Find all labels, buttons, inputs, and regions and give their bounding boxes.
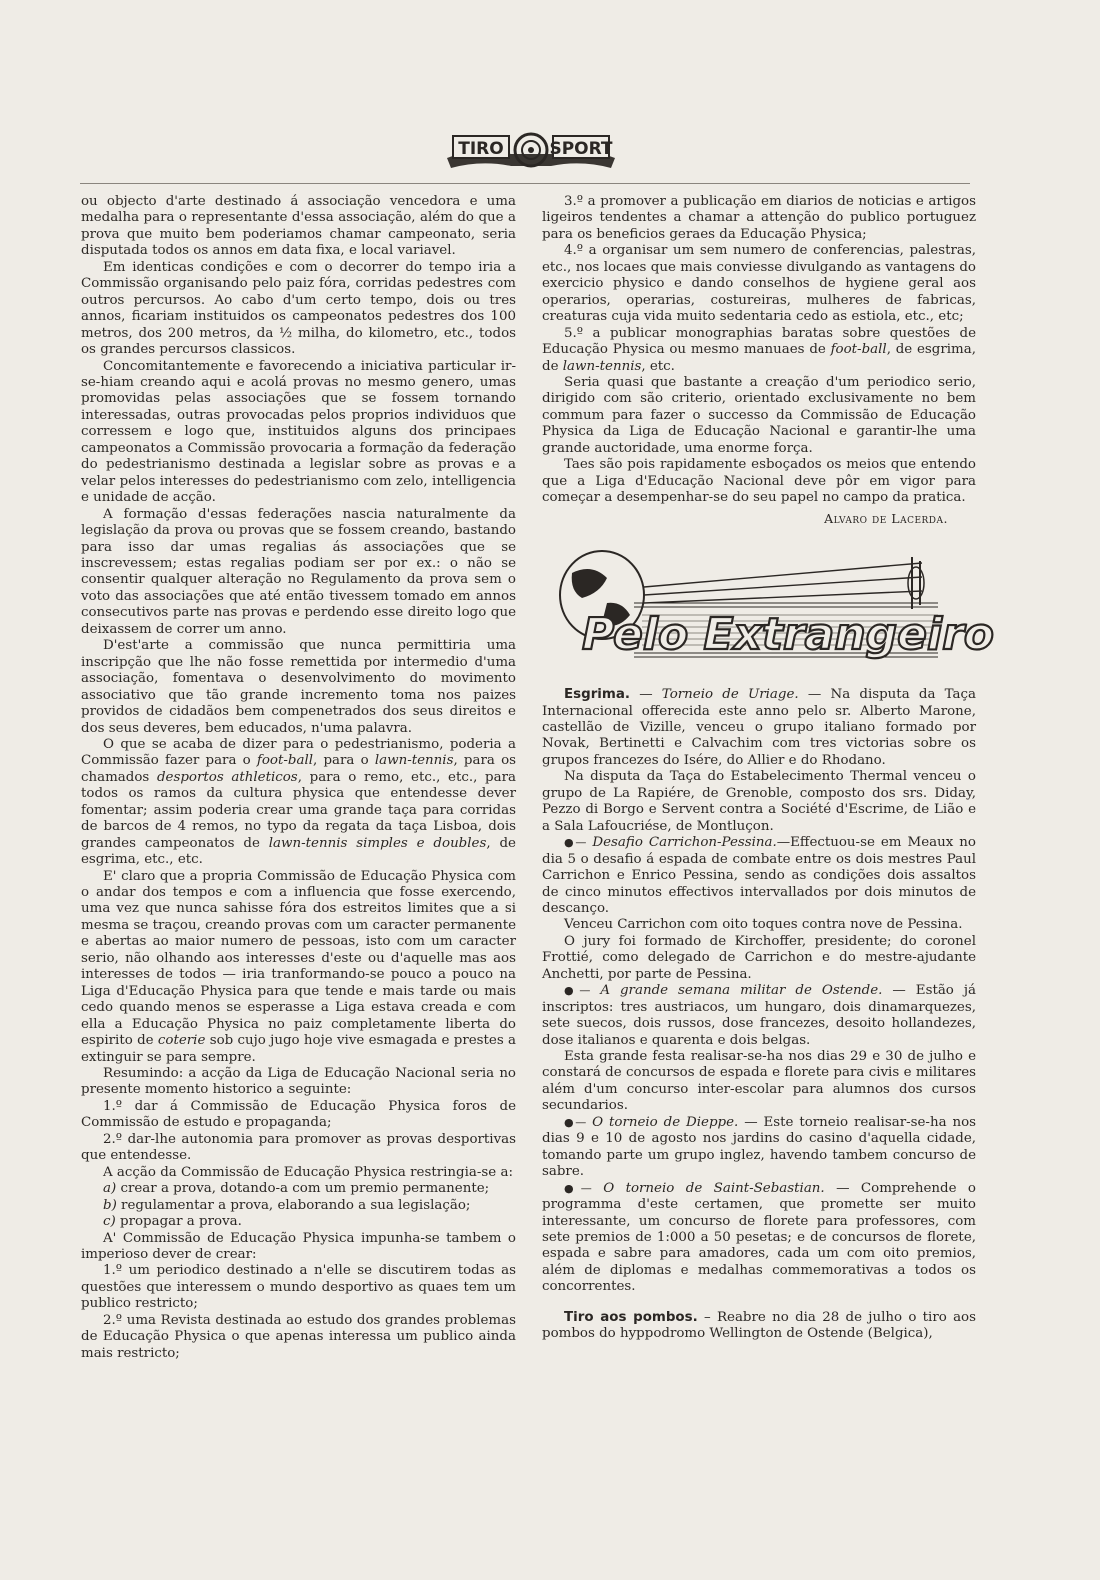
right-column bbox=[542, 194, 995, 1343]
paragraph: Concomitantemente e favorecendo a iniciativa particular ir-se-hiam creando aqui e acolá provas no mesmo genero, umas promovidas pelas associações que se fossem tornando interessadas, outras provocadas pelos proprios individuos que corressem e logo que, instituidos alguns dos principaes campeonatos a Commissão provocaria a formação da federação do pedestrianismo destinada a legislar sobre as provas e a velar pelos interesses do pedestrianismo com zelo, intelligencia e unidade de acção. bbox=[81, 358, 516, 506]
svg-text:Pelo Extrangeiro: Pelo Extrangeiro bbox=[581, 609, 995, 661]
header-rule bbox=[80, 183, 970, 184]
paragraph: Resumindo: a acção da Liga de Educação Nacional seria no presente momento historico a seguinte: bbox=[81, 1066, 516, 1098]
news-item: ●— O torneio de Dieppe. — Este torneio realisar-se-ha nos dias 9 e 10 de agosto nos jardins do casino d'aquella cidade, tomando parte um grupo inglez, havendo tambem concurso de sabre. bbox=[542, 1114, 976, 1180]
list-item: 5.º a publicar monographias baratas sobre questões de Educação Physica ou mesmo manuaes de foot-ball, de esgrima, de lawn-tennis, etc. bbox=[542, 325, 976, 374]
list-item: 2.º uma Revista destinada ao estudo dos grandes problemas de Educação Physica o que apenas interessa um publico ainda mais restricto; bbox=[81, 1312, 516, 1361]
bullet-icon: ●— bbox=[564, 1181, 592, 1195]
paragraph: Seria quasi que bastante a creação d'um periodico serio, dirigido com são criterio, orientado exclusivamente no bem commum para fazer o successo da Commissão de Educação Physica da Liga de Educação Nacional e garantir-lhe uma grande auctoridade, uma enorme força. bbox=[542, 374, 976, 456]
svg-text:TIRO: TIRO bbox=[458, 139, 504, 159]
paragraph: A' Commissão de Educação Physica impunha-se tambem o imperioso dever de crear: bbox=[81, 1230, 516, 1262]
list-item: 1.º dar á Commissão de Educação Physica foros de Commissão de estudo e propaganda; bbox=[81, 1098, 516, 1131]
news-item: Esgrima. — Torneio de Uriage. — Na disputa da Taça Internacional offerecida este anno pelo sr. Alberto Marone, castellão de Vizille, venceu o grupo italiano formado por Novak, Bertinetti e Calvachim com tres victorias sobre os grupos francezes do Isére, do Allier e do Rhodano. bbox=[542, 687, 977, 768]
list-item: 1.º um periodico destinado a n'elle se discutirem todas as questões que interessem o mundo desportivo as quaes tem um publico restricto; bbox=[81, 1263, 516, 1312]
news-item: Tiro aos pombos. – Reabre no dia 28 de julho o tiro aos pombos do hyppodromo Wellington de Ostende (Belgica), bbox=[542, 1309, 976, 1342]
paragraph: Esta grande festa realisar-se-ha nos dias 29 e 30 de julho e constará de concursos de espada e florete para civis e militares além d'um concurso inter-escolar para alumnos dos cursos secundarios. bbox=[542, 1049, 976, 1114]
bullet-icon: ●— bbox=[564, 1115, 587, 1129]
paragraph: O que se acaba de dizer para o pedestrianismo, poderia a Commissão fazer para o foot-ball, para o lawn-tennis, para os chamados desportos athleticos, para o remo, etc., etc., para todos os ramos da cultura physica que entendesse dever fomentar; assim poderia crear uma grande taça para corridas de barcos de 4 remos, no typo da regata da taça Lisboa, dois grandes campeonatos de lawn-tennis simples e doubles, de esgrima, etc., etc. bbox=[81, 736, 516, 868]
author-signature: Alvaro de Lacerda. bbox=[824, 510, 948, 526]
paragraph: O jury foi formado de Kirchoffer, presidente; do coronel Frottié, como delegado de Carrichon e do mestre-ajudante Anchetti, por parte de Pessina. bbox=[542, 933, 976, 982]
list-item: b) regulamentar a prova, elaborando a sua legislação; bbox=[103, 1197, 471, 1213]
list-item: a) crear a prova, dotando-a com um premio permanente; bbox=[103, 1181, 490, 1197]
masthead-emblem-icon bbox=[441, 128, 621, 174]
paragraph: A formação d'essas federações nascia naturalmente da legislação da prova ou provas que se fossem creando, bastando para isso dar umas regalias ás associações que se inscrevessem; estas regalias podiam ser por ex.: o não se consentir qualquer alteração no Regulamento da prova sem o voto das associações que até então tivessem tomado em annos consecutivos parte nas provas e perdendo esse direito logo que deixassem de correr um anno. bbox=[81, 506, 516, 637]
paragraph: Em identicas condições e com o decorrer do tempo iria a Commissão organisando pelo paiz fóra, corridas pedestres com outros percursos. Ao cabo d'um certo tempo, dois ou tres annos, ficariam instituidos os campeonatos pedestres dos 100 metros, dos 200 metros, da ½ milha, do kilometro, etc., todos os grandes percursos classicos. bbox=[81, 259, 516, 358]
masthead-logo bbox=[441, 128, 621, 174]
paragraph: ou objecto d'arte destinado á associação vencedora e uma medalha para o representante d'essa associação, além do que a prova que muito bem poderiamos chamar campeonato, seria disputada todos os annos em data fixa, e local variavel. bbox=[81, 194, 516, 259]
section-banner bbox=[552, 543, 995, 669]
list-item: 2.º dar-lhe autonomia para promover as provas desportivas que entendesse. bbox=[81, 1131, 516, 1164]
paragraph: Na disputa da Taça do Estabelecimento Thermal venceu o grupo de La Rapiére, de Grenoble, composto dos srs. Diday, Pezzo di Borgo e Servent contra a Société d'Escrime, de Lião e a Sala Lafoucriése, de Montluçon. bbox=[542, 769, 976, 834]
list-item: 4.º a organisar um sem numero de conferencias, palestras, etc., nos locaes que mais conviesse divulgando as vantagens do exercicio physico e dando conselhos de hygiene geral aos operarios, operarias, costureiras, mulheres de fabricas, creaturas cuja vida muito sedentaria cedo as estiola, etc., etc; bbox=[542, 243, 976, 325]
news-item: ●— A grande semana militar de Ostende. — Estão já inscriptos: tres austriacos, um hungaro, dois dinamarquezes, sete suecos, dois russos, dose francezes, desoito hollandezes, dose italianos e quarenta e dois belgas. bbox=[542, 983, 976, 1048]
svg-text:SPORT: SPORT bbox=[549, 139, 613, 159]
bullet-icon: ●— bbox=[564, 984, 591, 998]
list-item: 3.º a promover a publicação em diarios de noticias e artigos ligeiros tendentes a chamar a attenção do publico portuguez para os beneficios geraes da Educação Physica; bbox=[542, 194, 976, 242]
paragraph: A acção da Commissão de Educação Physica restringia-se a: bbox=[103, 1164, 513, 1180]
paragraph: Venceu Carrichon com oito toques contra nove de Pessina. bbox=[564, 917, 963, 933]
paragraph: E' claro que a propria Commissão de Educação Physica com o andar dos tempos e com a influencia que fosse exercendo, uma vez que nunca sahisse fóra dos estreitos limites que a si mesma se traçou, creando provas com um caracter permanente e abertas ao maior numero de pessoas, isto com um caracter serio, não olhando aos interesses d'este ou d'aquelle mas aos interesses de todos — iria tranformando-se pouco a pouco na Liga d'Educação Physica para que tende e mais tarde ou mais cedo quando menos se esperasse a Liga estava creada e com ella a Educação Physica no paiz completamente liberta do espirito de coterie sob cujo jugo hoje vive esmagada e prestes a extinguir se para sempre. bbox=[81, 868, 516, 1065]
left-column bbox=[81, 194, 516, 1362]
list-item: c) propagar a prova. bbox=[103, 1214, 242, 1230]
globe-banner-icon bbox=[552, 543, 995, 669]
bullet-icon: ●— bbox=[564, 836, 587, 850]
paragraph: D'est'arte a commissão que nunca permittiria uma inscripção que lhe não fosse remettida por intermedio d'uma associação, fomentava o desenvolvimento do movimento associativo que tão grande incremento toma nos paizes providos de cidadãos bem compenetrados dos seus direitos e dos seus deveres, bem educados, n'uma palavra. bbox=[81, 638, 516, 736]
news-item: ●— O torneio de Saint-Sebastian. — Comprehende o programma d'este certamen, que promette ser muito interessante, um concurso de florete para professores, com sete premios de 1:000 a 50 pesetas; e de concursos de florete, espada e sabre para amadores, cada um com oito premios, além de diplomas e medalhas commemorativas a todos os concorrentes. bbox=[542, 1180, 976, 1295]
news-item: ●— Desafio Carrichon-Pessina.—Effectuou-se em Meaux no dia 5 o desafio á espada de combate entre os dois mestres Paul Carrichon e Enrico Pessina, sendo as condições dois assaltos de cinco minutos effectivos intervallados por dois minutos de descanço. bbox=[542, 835, 976, 916]
paragraph: Taes são pois rapidamente esboçados os meios que entendo que a Liga d'Educação Nacional deve pôr em vigor para começar a desempenhar-se do seu papel no campo da pratica. bbox=[542, 457, 976, 506]
